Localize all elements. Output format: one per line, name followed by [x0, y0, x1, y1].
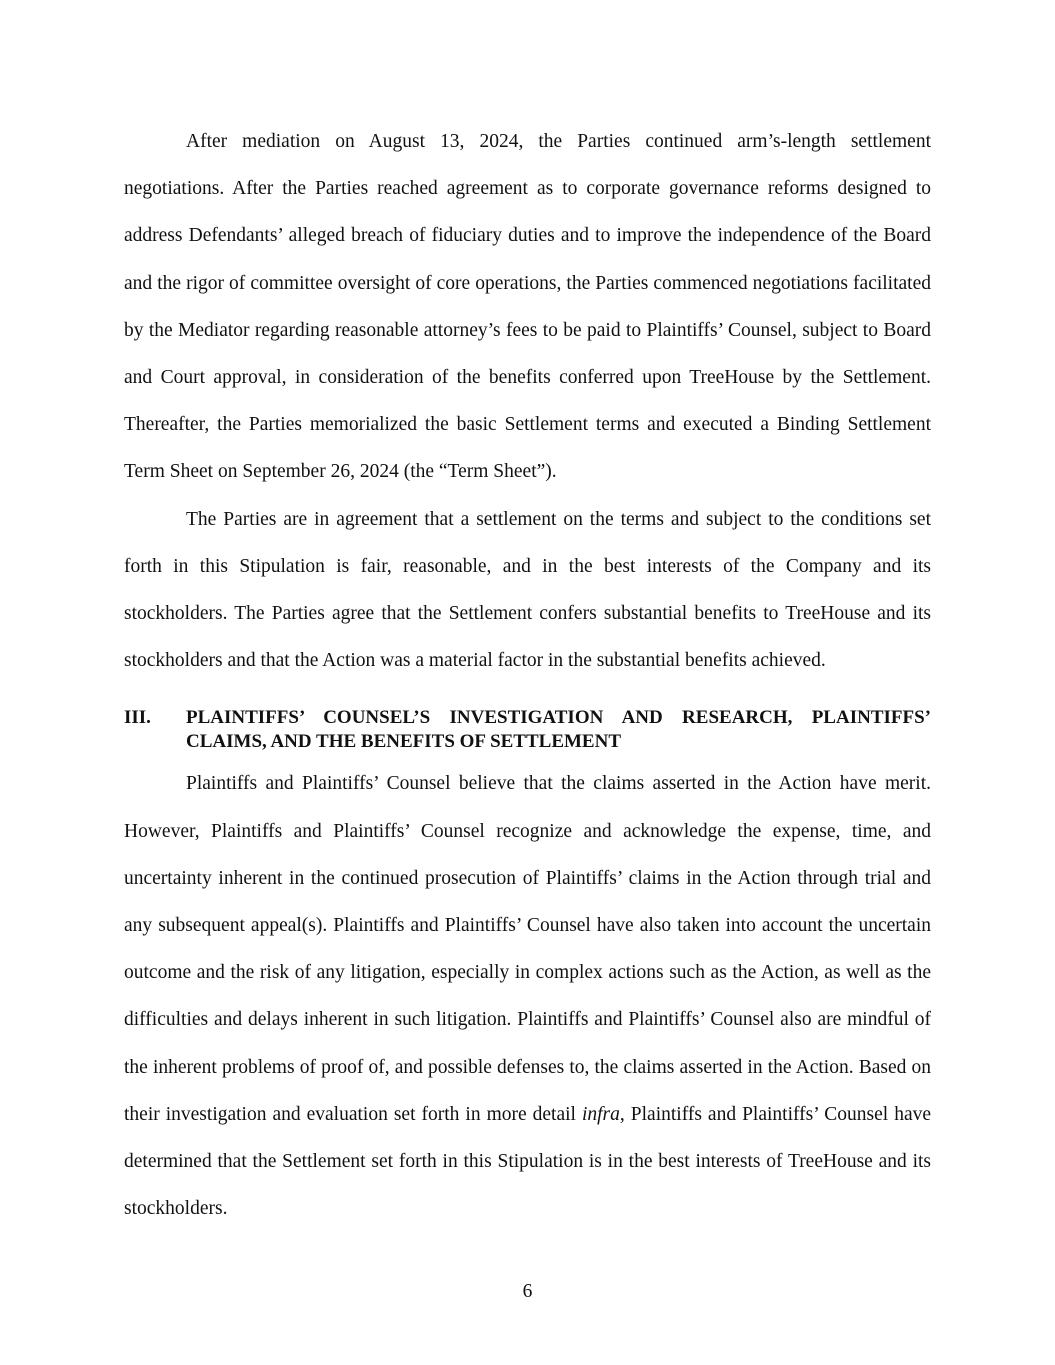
paragraph-mediation-negotiations: After mediation on August 13, 2024, the Parties continued arm’s-length settlement negotiations. After the Parties reached agreement as to corporate governance reforms designed to address Defendants’ alleged breach of fiduciary duties and to improve the independence of the Board and the rigor of committee oversight of core operations, the Parties commenced negotiations facilitated by the Mediator regarding reasonable attorney’s fees to be paid to Plaintiffs’ Counsel, subject to Board and Court approval, in consideration of the benefits conferred upon TreeHouse by the Settlement. Thereafter, the Parties memorialized the basic Settlement terms and executed a Binding Settlement Term Sheet on September 26, 2024 (the “Term Sheet”).: [124, 131, 931, 483]
paragraph-text-after-italic: , Plaintiffs and Plaintiffs’ Counsel have determined that the Settlement set forth in this Stipulation is in the best interests of TreeHouse and its stockholders.: [124, 1103, 931, 1220]
italic-term-infra: infra: [581, 1103, 620, 1125]
section-title: PLAINTIFFS’ COUNSEL’S INVESTIGATION AND RESEARCH, PLAINTIFFS’ CLAIMS, AND THE BENEFITS OF SETTLEMENT: [186, 707, 931, 753]
section-heading: [124, 706, 931, 754]
paragraph-parties-agreement: The Parties are in agreement that a settlement on the terms and subject to the conditions set forth in this Stipulation is fair, reasonable, and in the best interests of the Company and its stockholders. The Parties agree that the Settlement confers substantial benefits to TreeHouse and its stockholders and that the Action was a material factor in the substantial benefits achieved.: [124, 508, 931, 672]
paragraph-plaintiffs-counsel-belief: [124, 760, 931, 1232]
page-body: [124, 118, 931, 1232]
section-number: III.: [124, 707, 151, 729]
page-number: 6: [522, 1281, 533, 1302]
paragraph-text-before-italic: Plaintiffs and Plaintiffs’ Counsel believe that the claims asserted in the Action have merit. However, Plaintiffs and Plaintiffs’ Counsel recognize and acknowledge the expense, time, and uncertainty inherent in the continued prosecution of Plaintiffs’ claims in the Action through trial and any subsequent appeal(s). Plaintiffs and Plaintiffs’ Counsel have also taken into account the uncertain outcome and the risk of any litigation, especially in complex actions such as the Action, as well as the difficulties and delays inherent in such litigation. Plaintiffs and Plaintiffs’ Counsel also are mindful of the inherent problems of proof of, and possible defenses to, the claims asserted in the Action. Based on their investigation and evaluation set forth in more detail: [124, 773, 931, 1125]
